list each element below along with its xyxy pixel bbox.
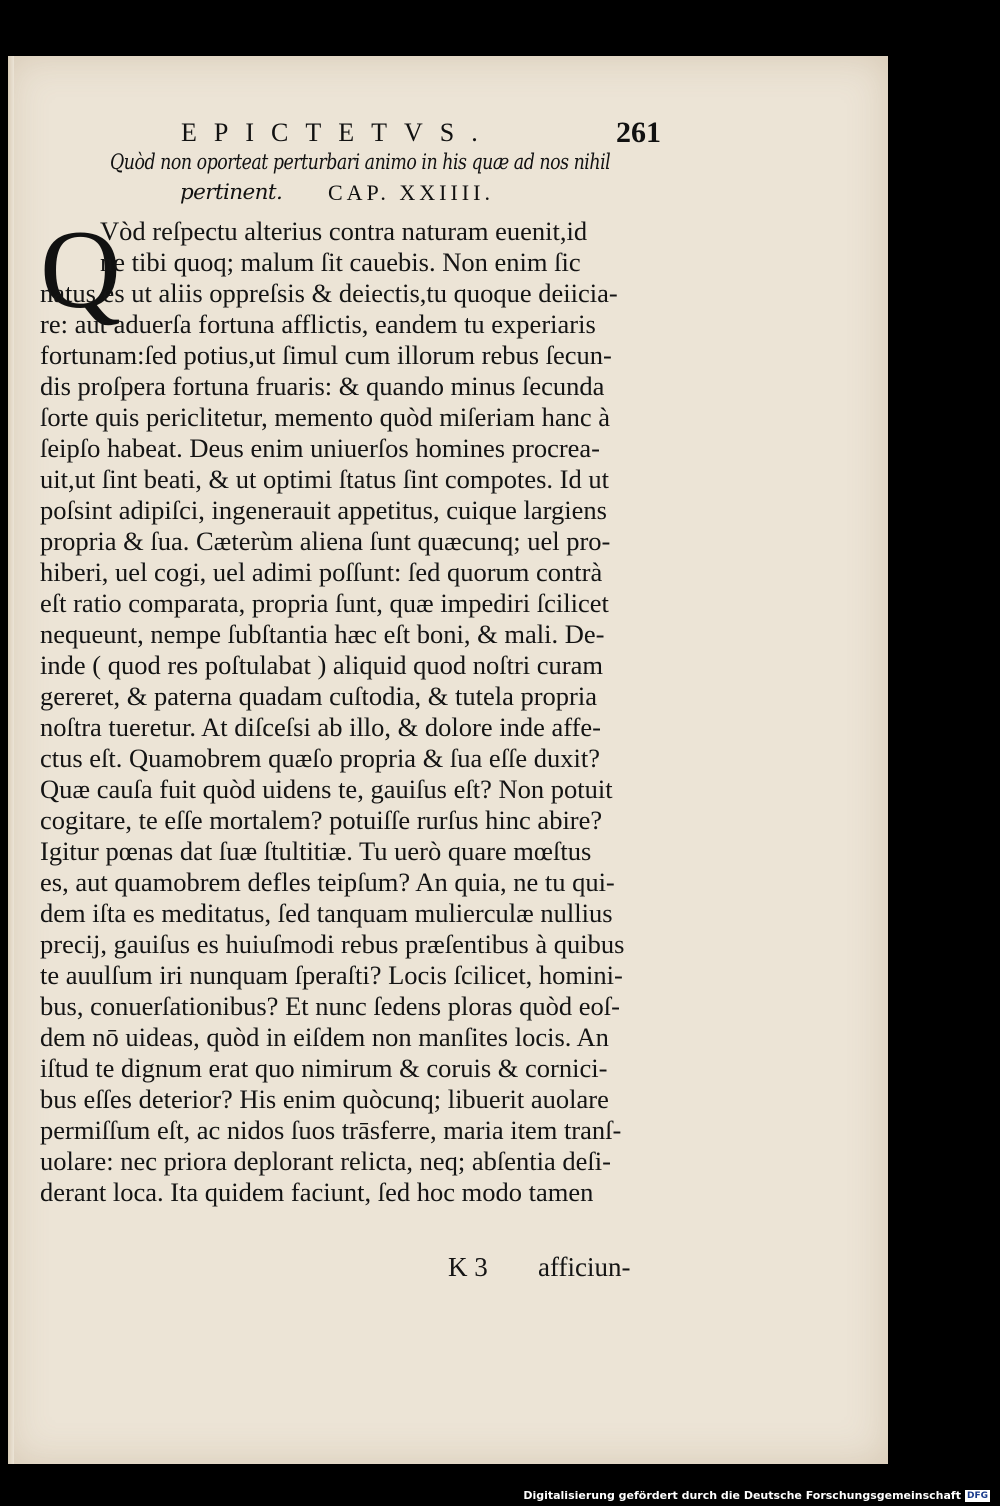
text-line: bus, conuerſationibus? Et nunc ſedens ploras quòd eoſ- (40, 991, 620, 1021)
text-line: iſtud te dignum erat quo nimirum & coruis & cornici- (40, 1053, 608, 1083)
text-line: eſt ratio comparata, propria ſunt, quæ impediri ſcilicet (40, 588, 609, 618)
text-line: uolare: nec priora deplorant relicta, neq; abſentia deſi- (40, 1146, 611, 1176)
text-line: Igitur pœnas dat ſuæ ſtultitiæ. Tu uerò quare mœſtus (40, 836, 592, 866)
text-line: ctus eſt. Quamobrem quæſo propria & ſua eſſe duxit? (40, 743, 601, 773)
signature-mark: K 3 (448, 1252, 488, 1282)
book-page (8, 56, 888, 1464)
text-line: natus es ut aliis oppreſsis & deiectis,tu quoque deiicia- (40, 278, 618, 308)
chapter-title-line-2: pertinent. (180, 180, 283, 205)
text-line: dem nō uideas, quòd in eiſdem non manſites locis. An (40, 1022, 609, 1052)
text-line: derant loca. Ita quidem faciunt, ſed hoc modo tamen (40, 1177, 594, 1207)
text-line: Quæ cauſa fuit quòd uidens te, gauiſus eſt? Non potuit (40, 774, 613, 804)
text-line: ſorte quis periclitetur, memento quòd miſeriam hanc à (40, 402, 610, 432)
text-line: hiberi, uel cogi, uel adimi poſſunt: ſed quorum contrà (40, 557, 603, 587)
text-line: nequeunt, nempe ſubſtantia hæc eſt boni, & mali. De- (40, 619, 605, 649)
digitization-credit (523, 1489, 990, 1502)
text-line: propria & ſua. Cæterùm aliena ſunt quæcunq; uel pro- (40, 526, 611, 556)
credit-text: Digitalisierung gefördert durch die Deutsche Forschungsgemeinschaft (523, 1489, 961, 1502)
text-line: ne tibi quoq; malum ſit cauebis. Non enim ſic (100, 247, 581, 277)
text-line: bus eſſes deterior? His enim quòcunq; libuerit auolare (40, 1084, 609, 1114)
text-line: inde ( quod res poſtulabat ) aliquid quod noſtri curam (40, 650, 603, 680)
text-line: poſsint adipiſci, ingenerauit appetitus, cuique largiens (40, 495, 607, 525)
page-number: 261 (616, 116, 661, 149)
dfg-logo-icon: DFG (966, 1490, 988, 1501)
chapter-title-line-1: Quòd non oporteat perturbari animo in his quæ ad nos nihil (110, 150, 611, 175)
text-line: precij, gauiſus es huiuſmodi rebus præſentibus à quibus (40, 929, 625, 959)
text-line: te auulſum iri nunquam ſperaſti? Locis ſcilicet, homini- (40, 960, 623, 990)
text-line: permiſſum eſt, ac nidos ſuos trāsferre, maria item tranſ- (40, 1115, 622, 1145)
text-line: re: aut aduerſa fortuna afflictis, eandem tu experiaris (40, 309, 596, 339)
chapter-number: CAP. XXIIII. (328, 180, 494, 205)
text-line: noſtra tueretur. At diſceſsi ab illo, & dolore inde affe- (40, 712, 602, 742)
running-title: EPICTETVS. (181, 118, 495, 147)
drop-cap: Q (40, 208, 121, 332)
text-line: ſeipſo habeat. Deus enim uniuerſos homines procrea- (40, 433, 601, 463)
text-line: dis proſpera fortuna fruaris: & quando minus ſecunda (40, 371, 605, 401)
text-line: dem iſta es meditatus, ſed tanquam mulierculæ nullius (40, 898, 613, 928)
text-line: uit,ut ſint beati, & ut optimi ſtatus ſint compotes. Id ut (40, 464, 609, 494)
text-line: fortunam:ſed potius,ut ſimul cum illorum rebus ſecun- (40, 340, 612, 370)
text-line: gereret, & paterna quadam cuſtodia, & tutela propria (40, 681, 598, 711)
text-line: cogitare, te eſſe mortalem? potuiſſe rurſus hinc abire? (40, 805, 603, 835)
catchword: afficiun- (538, 1252, 631, 1282)
text-line: Vòd reſpectu alterius contra naturam euenit,id (100, 216, 588, 246)
text-line: es, aut quamobrem defles teipſum? An quia, ne tu qui- (40, 867, 615, 897)
